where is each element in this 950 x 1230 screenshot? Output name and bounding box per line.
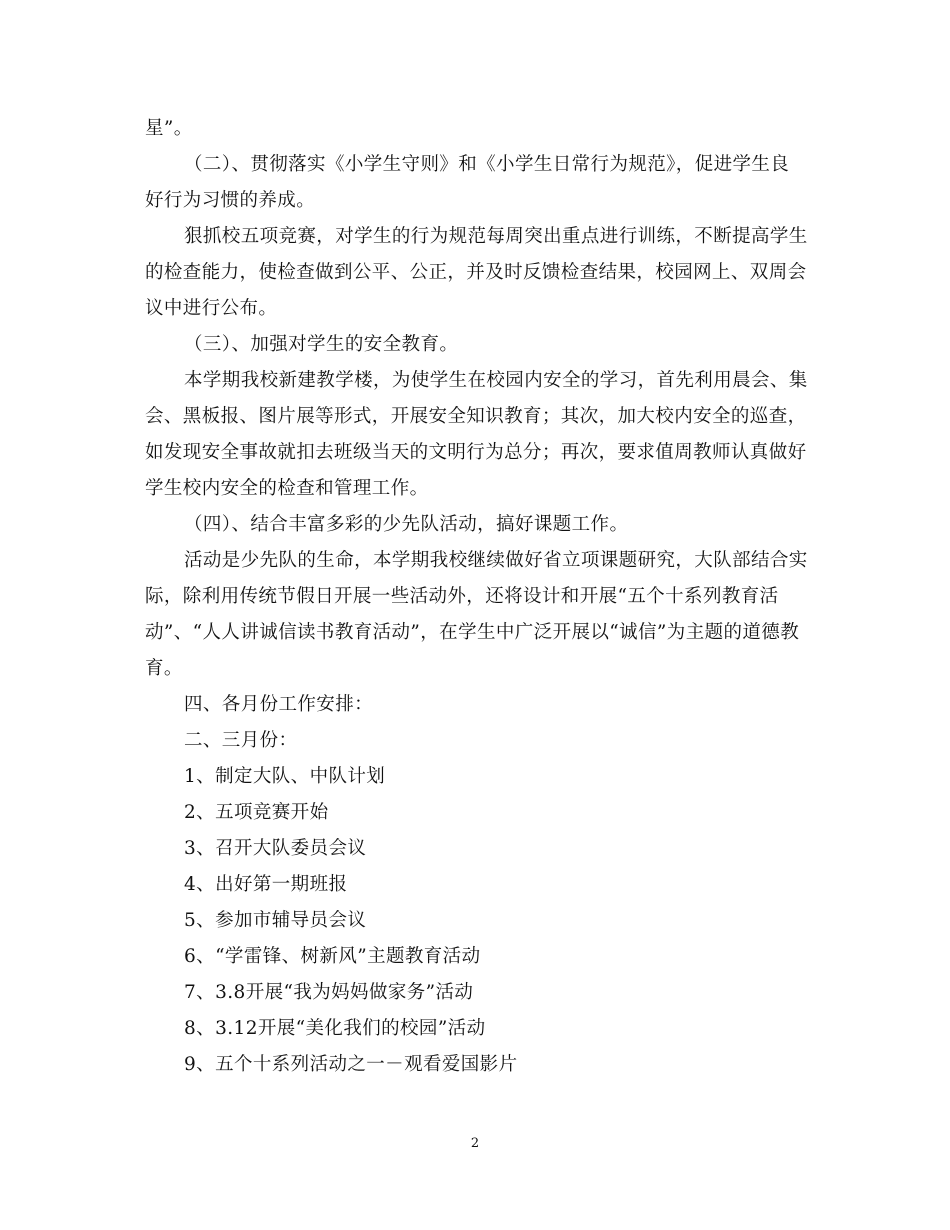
text-line: 活动是少先队的生命，本学期我校继续做好省立项课题研究，大队部结合实 (184, 550, 808, 571)
section-heading: （三）、加强对学生的安全教育。 (184, 334, 459, 355)
section-heading: （二）、贯彻落实《小学生守则》和《小学生日常行为规范》，促进学生良 (184, 154, 790, 175)
text-line: 本学期我校新建教学楼，为使学生在校园内安全的学习，首先利用晨会、集 (184, 370, 808, 391)
section-heading: 四、各月份工作安排： (184, 694, 374, 715)
text-line: 育。 (145, 658, 183, 679)
list-item: 8、3.12开展“美化我们的校园”活动 (184, 1018, 486, 1039)
list-item: 6、“学雷锋、树新风”主题教育活动 (184, 946, 481, 967)
list-item: 9、五个十系列活动之一－观看爱国影片 (184, 1054, 518, 1075)
list-item: 3、召开大队委员会议 (184, 838, 367, 859)
section-heading: （四）、结合丰富多彩的少先队活动，搞好课题工作。 (184, 514, 629, 535)
text-line: 的检查能力，使检查做到公平、公正，并及时反馈检查结果，校园网上、双周会 (145, 262, 807, 283)
text-line: 学生校内安全的检查和管理工作。 (145, 478, 429, 499)
text-line: 好行为习惯的养成。 (145, 190, 316, 211)
list-item: 1、制定大队、中队计划 (184, 766, 386, 787)
page-number: 2 (470, 1136, 480, 1151)
text-line: 如发现安全事故就扣去班级当天的文明行为总分；再次，要求值周教师认真做好 (145, 442, 807, 463)
text-line: 星”。 (145, 118, 193, 139)
text-line: 会、黑板报、图片展等形式，开展安全知识教育；其次，加大校内安全的巡查， (145, 406, 807, 427)
text-line: 际，除利用传统节假日开展一些活动外，还将设计和开展“五个十系列教育活 (145, 586, 779, 607)
list-item: 7、3.8开展“我为妈妈做家务”活动 (184, 982, 474, 1003)
list-item: 5、参加市辅导员会议 (184, 910, 367, 931)
text-line: 狠抓校五项竞赛，对学生的行为规范每周突出重点进行训练，不断提高学生 (184, 226, 808, 247)
text-line: 议中进行公布。 (145, 298, 278, 319)
subheading: 二、三月份： (184, 730, 298, 751)
list-item: 2、五项竞赛开始 (184, 802, 329, 823)
text-line: 动”、“人人讲诚信读书教育活动”，在学生中广泛开展以“诚信”为主题的道德教 (145, 622, 800, 643)
list-item: 4、出好第一期班报 (184, 874, 348, 895)
